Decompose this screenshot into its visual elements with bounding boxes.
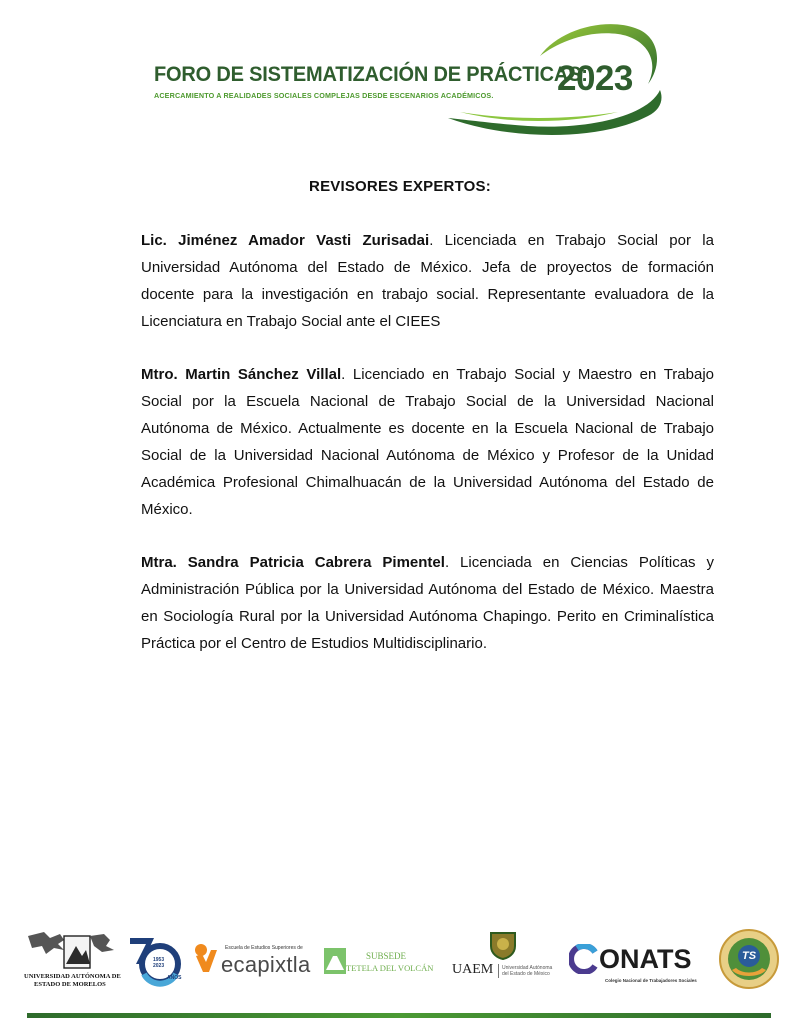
anniversary-years: 1953 2023 <box>153 957 165 969</box>
uaem-divider <box>498 964 499 978</box>
conats-c-icon <box>569 944 599 974</box>
banner-subtitle: ACERCAMIENTO A REALIDADES SOCIALES COMPLEJAS DESDE ESCENARIOS ACADÉMICOS. <box>154 91 494 100</box>
ts-seal-text: TS <box>742 950 757 962</box>
reviewer-bio: . Licenciado en Trabajo Social y Maestro en Trabajo Social por la Escuela Nacional de Trabajo Social de la Universidad Nacional Autónoma de México. Actualmente es docente en la Escuela Nacional de Trabajo Social de la Universidad Nacional Autónoma de México y Profesor de la Unidad Académica Profesional Chimalhuacán de la Universidad Autónoma del Estado de México. <box>141 366 714 518</box>
uaem-morelos-emblem <box>24 928 118 972</box>
uaem-logo <box>452 930 556 982</box>
uaem-name: UAEM <box>452 962 494 977</box>
reviewer-name: Lic. Jiménez Amador Vasti Zurisadai <box>141 232 430 249</box>
reviewer-entry <box>141 549 714 657</box>
uaem-shield-icon <box>488 930 518 960</box>
ecapixtla-name: ecapixtla <box>221 952 311 977</box>
conats-caption: Colegio Nacional de Trabajadores Sociales <box>605 978 697 983</box>
conats-name: ONATS <box>599 944 692 974</box>
uaem-morelos-logo <box>24 928 121 990</box>
anniversary-logo <box>128 934 182 988</box>
subsede-line1: SUBSEDE <box>366 951 407 961</box>
banner-year: 2023 <box>557 59 633 98</box>
footer-rule <box>27 1013 771 1018</box>
banner-title: FORO DE SISTEMATIZACIÓN DE PRÁCTICAS: <box>154 62 588 86</box>
subsede-volcano-icon <box>324 948 346 974</box>
reviewer-bio: . Licenciada en Ciencias Políticas y Administración Pública por la Universidad Autónoma del Estado de México. Maestra en Sociología Rural por la Universidad Autónoma Chapingo. Perito en Criminalística Práctica por el Centro de Estudios Multidisciplinario. <box>141 554 715 652</box>
subsede-line2: TETELA DEL VOLCÁN <box>346 963 434 973</box>
reviewer-entry <box>141 227 714 335</box>
page-heading: REVISORES EXPERTOS: <box>309 178 491 195</box>
subsede-logo <box>324 946 440 980</box>
reviewer-bio: . Licenciada en Trabajo Social por la Universidad Autónoma del Estado de México. Jefa de proyectos de formación docente para la investigación en trabajo social. Representante evaluadora de la Licenciatura en Trabajo Social ante el CIEES <box>141 232 714 330</box>
uaem-morelos-line1: UNIVERSIDAD AUTÓNOMA DE <box>24 973 121 980</box>
anniversary-label: AÑOS <box>167 975 182 981</box>
reviewer-entry <box>141 361 714 523</box>
ecapixtla-caption: Escuela de Estudios Superiores de <box>225 945 303 951</box>
ecapixtla-y-icon <box>193 942 223 976</box>
uaem-caption2: del Estado de México <box>502 971 550 977</box>
uaem-caption1: Universidad Autónoma <box>502 965 553 971</box>
reviewer-name: Mtro. Martin Sánchez Villal <box>141 366 342 383</box>
header-banner <box>148 20 668 140</box>
ts-seal-logo <box>718 928 780 990</box>
ecapixtla-logo <box>193 942 311 982</box>
uaem-morelos-line2: ESTADO DE MORELOS <box>34 981 106 988</box>
reviewer-name: Mtra. Sandra Patricia Cabrera Pimentel <box>141 554 445 571</box>
conats-logo <box>569 942 709 986</box>
